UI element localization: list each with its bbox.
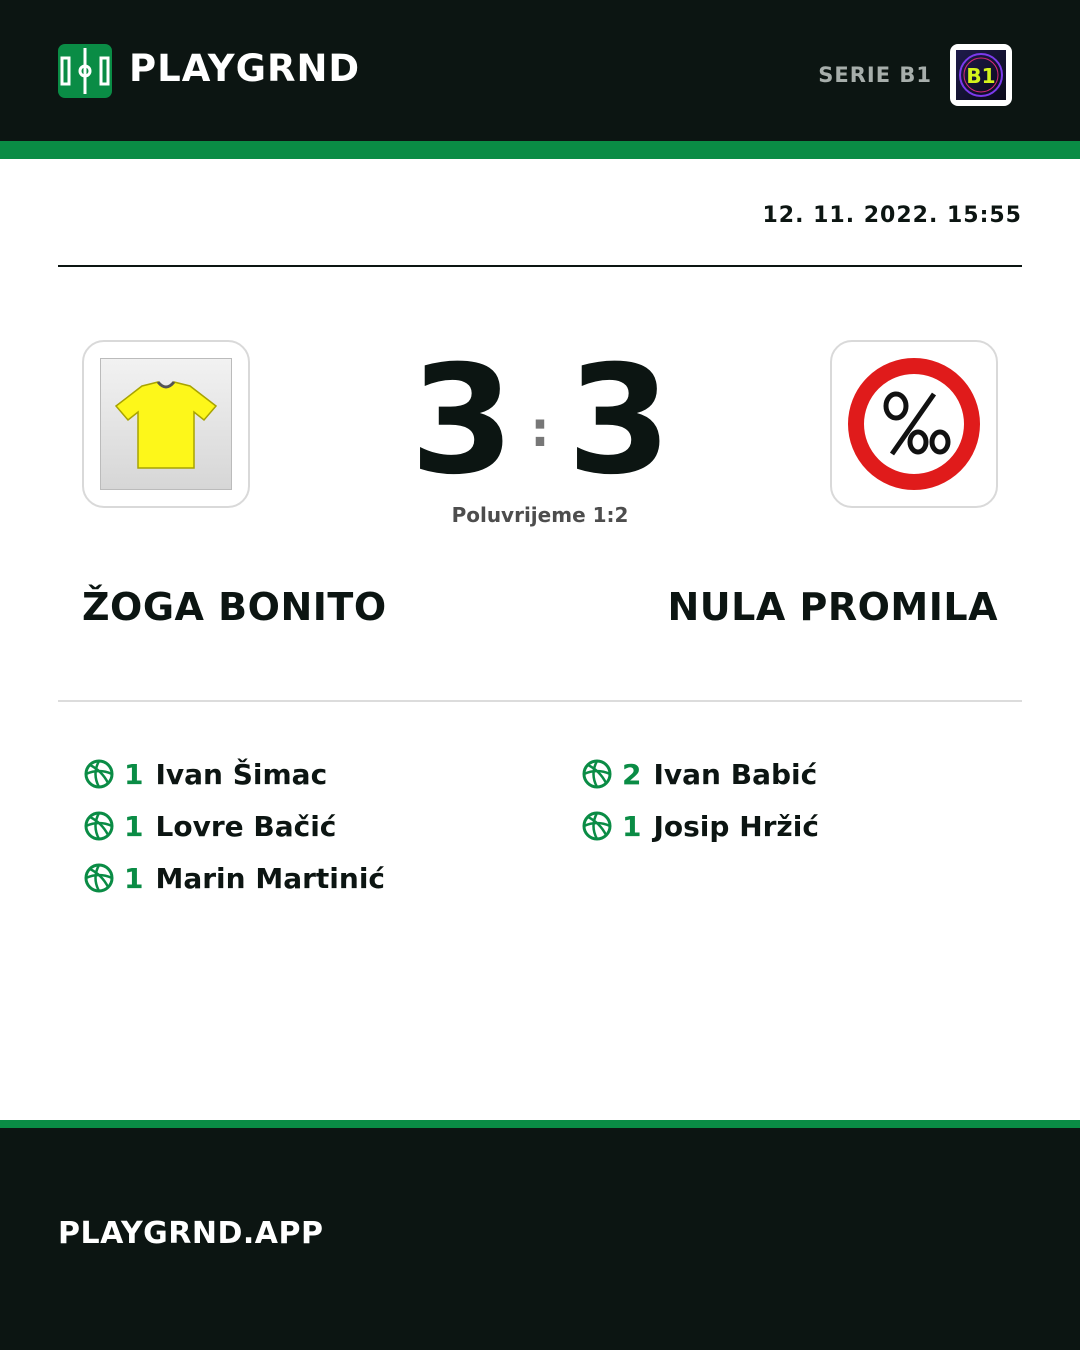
ball-icon <box>84 759 114 789</box>
league-name: SERIE B1 <box>818 63 932 87</box>
away-score: 3 <box>567 334 672 508</box>
home-team-logo <box>82 340 250 508</box>
away-team-name: NULA PROMILA <box>667 585 998 629</box>
scorer-name: Ivan Babić <box>653 757 818 791</box>
match-datetime: 12. 11. 2022. 15:55 <box>762 203 1022 228</box>
scorer-row <box>84 748 385 800</box>
league-badge <box>950 44 1012 106</box>
svg-text:B1: B1 <box>966 64 996 88</box>
scorer-name: Josip Hržić <box>653 809 819 843</box>
ball-icon <box>582 759 612 789</box>
scorer-row <box>84 800 385 852</box>
goal-count: 1 <box>622 809 642 843</box>
scorer-name: Marin Martinić <box>155 861 386 895</box>
away-team-logo <box>830 340 998 508</box>
goal-count: 1 <box>124 861 144 895</box>
shirt-icon <box>100 358 232 490</box>
home-score: 3 <box>410 334 515 508</box>
away-scorers <box>582 748 819 852</box>
ball-icon <box>582 811 612 841</box>
footer-url[interactable]: PLAYGRND.APP <box>58 1216 324 1251</box>
goal-count: 1 <box>124 757 144 791</box>
halftime-score: Poluvrijeme 1:2 <box>451 503 629 527</box>
home-team-name: ŽOGA BONITO <box>82 585 387 629</box>
goal-count: 2 <box>622 757 642 791</box>
accent-bar <box>0 141 1080 159</box>
scorer-name: Ivan Šimac <box>155 757 328 791</box>
scorer-row <box>582 800 819 852</box>
league-logo-icon <box>956 50 1006 100</box>
divider <box>58 700 1022 702</box>
ball-icon <box>84 863 114 893</box>
accent-bar <box>0 1120 1080 1128</box>
pitch-icon <box>58 44 112 98</box>
home-scorers <box>84 748 385 904</box>
per-mille-sign-icon <box>848 358 980 490</box>
ball-icon <box>84 811 114 841</box>
scorer-row <box>84 852 385 904</box>
score-separator: : <box>530 402 550 458</box>
goal-count: 1 <box>124 809 144 843</box>
divider <box>58 265 1022 267</box>
scorer-name: Lovre Bačić <box>155 809 337 843</box>
scorer-row <box>582 748 819 800</box>
brand-name: PLAYGRND <box>129 47 361 90</box>
